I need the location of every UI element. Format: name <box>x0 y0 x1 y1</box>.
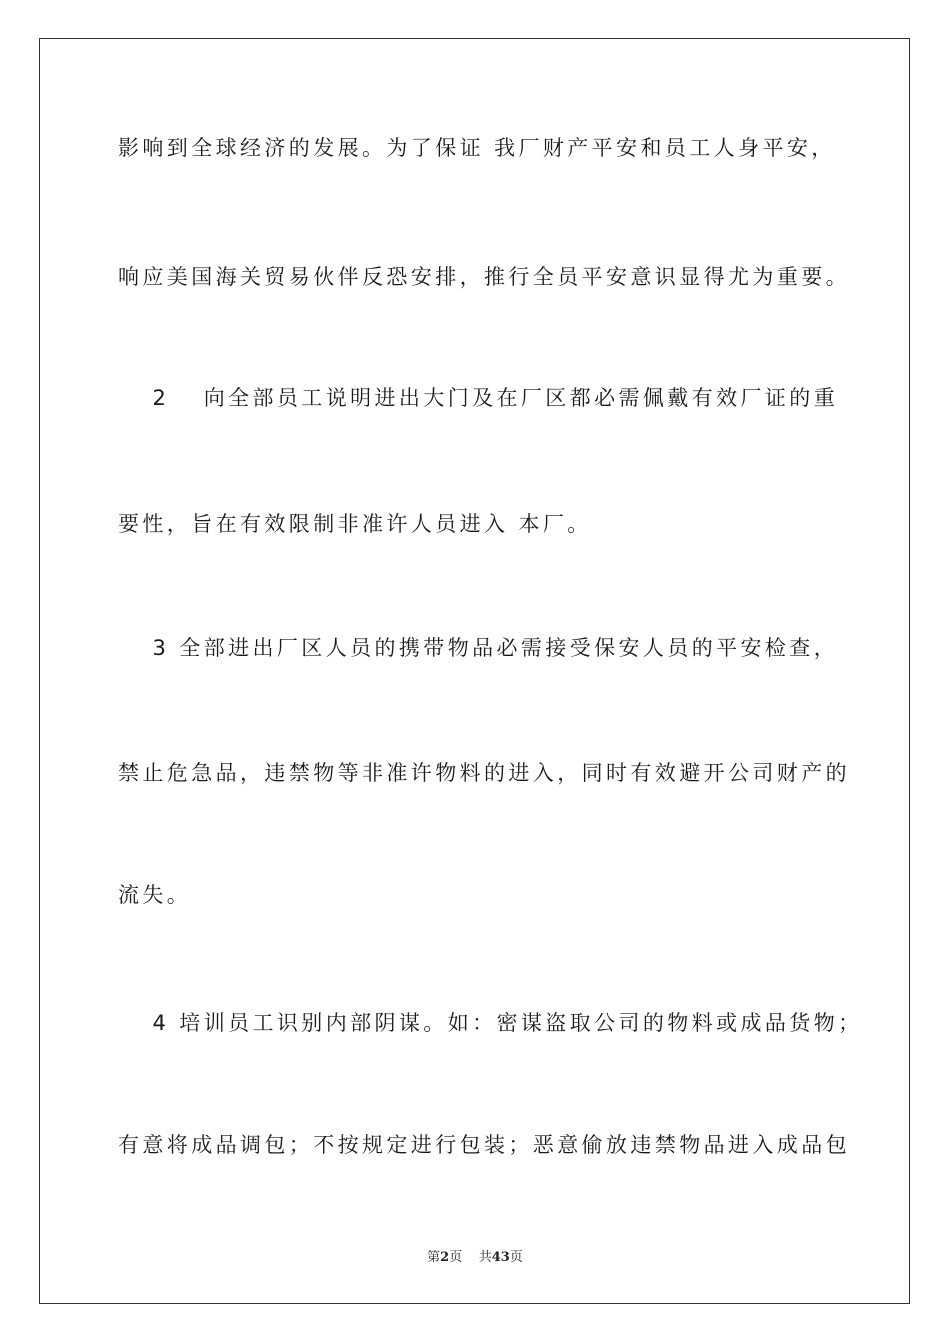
body-line-2: 响应美国海关贸易伙伴反恐安排，推行全员平安意识显得尤为重要。 <box>118 265 850 289</box>
page-footer <box>0 1246 950 1265</box>
body-line-5: 3 全部进出厂区人员的携带物品必需接受保安人员的平安检查， <box>118 636 839 660</box>
total-pages: 43 <box>491 1250 510 1265</box>
page-number: 2 <box>440 1250 450 1265</box>
body-line-9: 有意将成品调包；不按规定进行包装；恶意偷放违禁物品进入成品包 <box>118 1133 850 1157</box>
page-suffix: 页 <box>449 1250 463 1265</box>
body-line-8: 4 培训员工识别内部阴谋。如：密谋盗取公司的物料或成品货物； <box>118 1011 863 1035</box>
body-line-7: 流失。 <box>118 883 192 907</box>
page-border <box>39 38 910 1304</box>
page-prefix: 第 <box>427 1250 441 1265</box>
body-line-1: 影响到全球经济的发展。为了保证 我厂财产平安和员工人身平安， <box>118 136 836 160</box>
total-prefix: 共 <box>478 1250 492 1265</box>
body-line-4: 要性，旨在有效限制非准许人员进入 本厂。 <box>118 512 592 536</box>
total-suffix: 页 <box>509 1250 523 1265</box>
body-line-3: 2 向全部员工说明进出大门及在厂区都必需佩戴有效厂证的重 <box>118 386 839 410</box>
body-line-6: 禁止危急品，违禁物等非准许物料的进入，同时有效避开公司财产的 <box>118 761 850 785</box>
